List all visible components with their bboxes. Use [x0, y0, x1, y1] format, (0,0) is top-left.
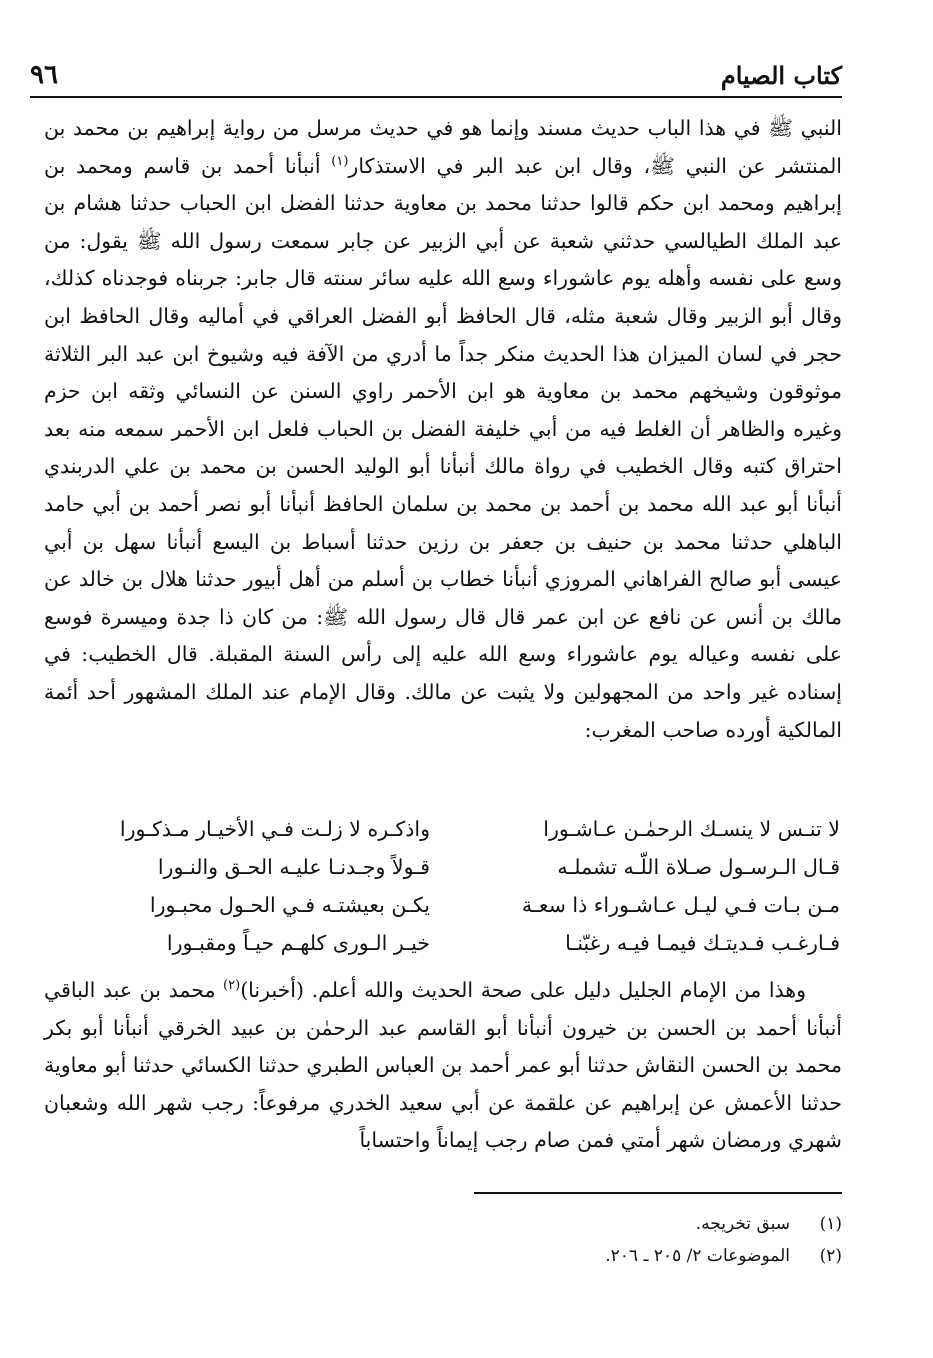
running-title: كتاب الصيام — [720, 61, 842, 90]
poem-hemistich-second: يكـن بعيشتـه فـي الحـول محبـورا — [149, 893, 430, 917]
paragraph-text: أنبأنا أحمد بن قاسم ومحمد بن إبراهيم ومحمد ابن حكم قالوا حدثنا محمد بن معاوية حدثنا الفضل ابن الحباب حدثنا هشام بن عبد الملك الطيالسي حدثني شعبة عن أبي الزبير عن جابر سمعت رسول الله ﷺ يقول: من وسع على نفسه وأهله يوم عاشوراء وسع الله عليه سائر سنته قال جابر: جربناه فوجدناه كذلك، وقال أبو الزبير وقال شعبة مثله، قال الحافظ أبو الفضل العراقي في أماليه وقال الحافظ ابن حجر في لسان الميزان هذا الحديث منكر جداً ما أدري من الآفة فيه وشيوخ ابن عبد البر الثلاثة موثوقون وشيخهم محمد بن معاوية هو ابن الأحمر راوي السنن عن النسائي وثقه ابن حزم وغيره والظاهر أن الغلط فيه من أبي خليفة الفضل بن الحباب فلعل ابن الأحمر سمعه منه بعد احتراق كتبه وقال الخطيب في رواة مالك أنبأنا أبو الوليد الحسن بن محمد بن علي الدربندي أنبأنا أبو عبد الله محمد بن أحمد بن محمد بن سلمان الحافظ أنبأنا أبو نصر أحمد بن أبي حامد الباهلي حدثنا محمد بن حنيف بن جعفر بن رزين حدثنا أسباط بن اليسع أنبأنا سهل بن أبي عيسى أبو صالح الفراهاني المروزي أنبأنا خطاب بن أسلم من أهل أبيور حدثنا هلال بن خالد عن مالك بن أنس عن نافع عن ابن عمر قال قال رسول الله ﷺ: من كان ذا جدة وميسرة فوسع على نفسه وعياله يوم عاشوراء وسع الله عليه إلى رأس السنة المقبلة. قال الخطيب: في إسناده غير واحد من المجهولين ولا يثبت عن مالك. وقال الإمام عند الملك المشهور أحد أئمة المالكية أورده صاحب المغرب: — [44, 153, 842, 742]
main-text-continued — [44, 972, 842, 1160]
footnotes — [300, 1208, 842, 1272]
poem-line — [70, 848, 840, 886]
footnote — [300, 1208, 842, 1240]
poem-line — [70, 924, 840, 962]
paragraph-text: وهذا من الإمام الجليل دليل على صحة الحديث والله أعلم. (أخبرنا) — [240, 978, 806, 1002]
paragraph — [44, 972, 842, 1160]
footnote-text: سبق تخريجه. — [695, 1214, 790, 1234]
poem-hemistich-second: خيـر الـورى كلهـم حيـاً ومقبـورا — [166, 931, 430, 955]
page-header — [30, 50, 842, 98]
page-number: ٩٦ — [30, 60, 58, 90]
paragraph — [44, 110, 842, 749]
poem — [70, 810, 840, 962]
footnote-separator — [474, 1192, 842, 1194]
poem-hemistich-second: واذكـره لا زلـت فـي الأخيـار مـذكـورا — [119, 817, 430, 841]
poem-hemistich-first: فـارغـب فـديتـك فيمـا فيـه رغبّنـا — [565, 931, 840, 955]
poem-hemistich-second: قـولاً وجـدنـا عليـه الحـق والنـورا — [157, 855, 430, 879]
footnote — [300, 1240, 842, 1272]
footnote-number: (١) — [819, 1214, 842, 1234]
paragraph-text: النبي ﷺ في هذا الباب حديث مسند وإنما هو في حديث مرسل من رواية إبراهيم بن محمد بن المنتشر عن النبي ﷺ، وقال ابن عبد البر في الاستذكار — [44, 116, 843, 178]
poem-hemistich-first: لا تنـس لا ينسـك الرحمٰـن عـاشـورا — [543, 817, 840, 841]
main-text — [44, 110, 842, 749]
poem-line — [70, 810, 840, 848]
footnote-ref-2: (٢) — [223, 978, 241, 994]
poem-hemistich-first: قـال الـرسـول صـلاة اللّـه تشملـه — [557, 855, 840, 879]
footnote-number: (٢) — [819, 1246, 842, 1266]
footnote-text: الموضوعات ٢/ ٢٠٥ ـ ٢٠٦. — [605, 1246, 790, 1266]
footnote-ref-1: (١) — [331, 153, 349, 169]
paragraph-text: محمد بن عبد الباقي أنبأنا أحمد بن الحسن بن خيرون أنبأنا أبو القاسم عبد الرحمٰن بن عبيد الخرقي أنبأنا أبو بكر محمد بن الحسن النقاش حدثنا أبو عمر أحمد بن العباس الطبري حدثنا الكسائي حدثنا أبو معاوية حدثنا الأعمش عن إبراهيم عن علقمة عن أبي سعيد الخدري مرفوعاً: رجب شهر الله وشعبان شهري ورمضان شهر أمتي فمن صام رجب إيماناً واحتساباً — [44, 978, 842, 1153]
poem-line — [70, 886, 840, 924]
poem-hemistich-first: مـن بـات فـي ليـل عـاشـوراء ذا سعـة — [521, 893, 840, 917]
